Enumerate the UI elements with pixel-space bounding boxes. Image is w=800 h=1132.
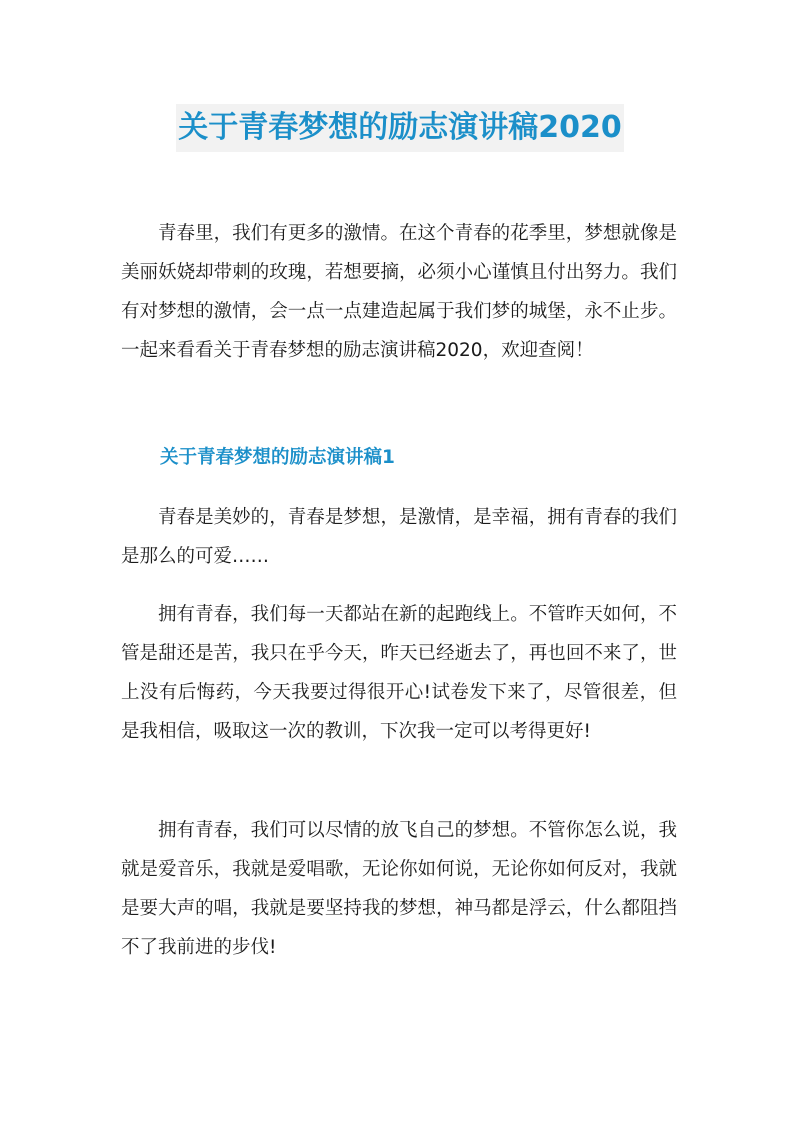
paragraph-2: 拥有青春，我们每一天都站在新的起跑线上。不管昨天如何，不管是甜还是苦，我只在乎今天，昨天已经逝去了，再也回不来了，世上没有后悔药，今天我要过得很开心!试卷发下来了，尽管很差，但是我相信，吸取这一次的教训，下次我一定可以考得更好! [121,604,677,742]
paragraph-1: 青春是美妙的，青春是梦想，是激情，是幸福，拥有青春的我们是那么的可爱…… [121,507,677,567]
title-container [0,104,800,152]
paragraph-3: 拥有青春，我们可以尽情的放飞自己的梦想。不管你怎么说，我就是爱音乐，我就是爱唱歌，无论你如何说，无论你如何反对，我就是要大声的唱，我就是要坚持我的梦想，神马都是浮云，什么都阻挡不了我前进的步伐! [121,820,677,958]
page-title: 关于青春梦想的励志演讲稿2020 [176,104,624,152]
section-heading: 关于青春梦想的励志演讲稿1 [160,447,395,468]
intro-paragraph: 青春里，我们有更多的激情。在这个青春的花季里，梦想就像是美丽妖娆却带刺的玫瑰，若想要摘，必须小心谨慎且付出努力。我们有对梦想的激情，会一点一点建造起属于我们梦的城堡，永不止步。一起来看看关于青春梦想的励志演讲稿2020，欢迎查阅！ [121,223,677,361]
